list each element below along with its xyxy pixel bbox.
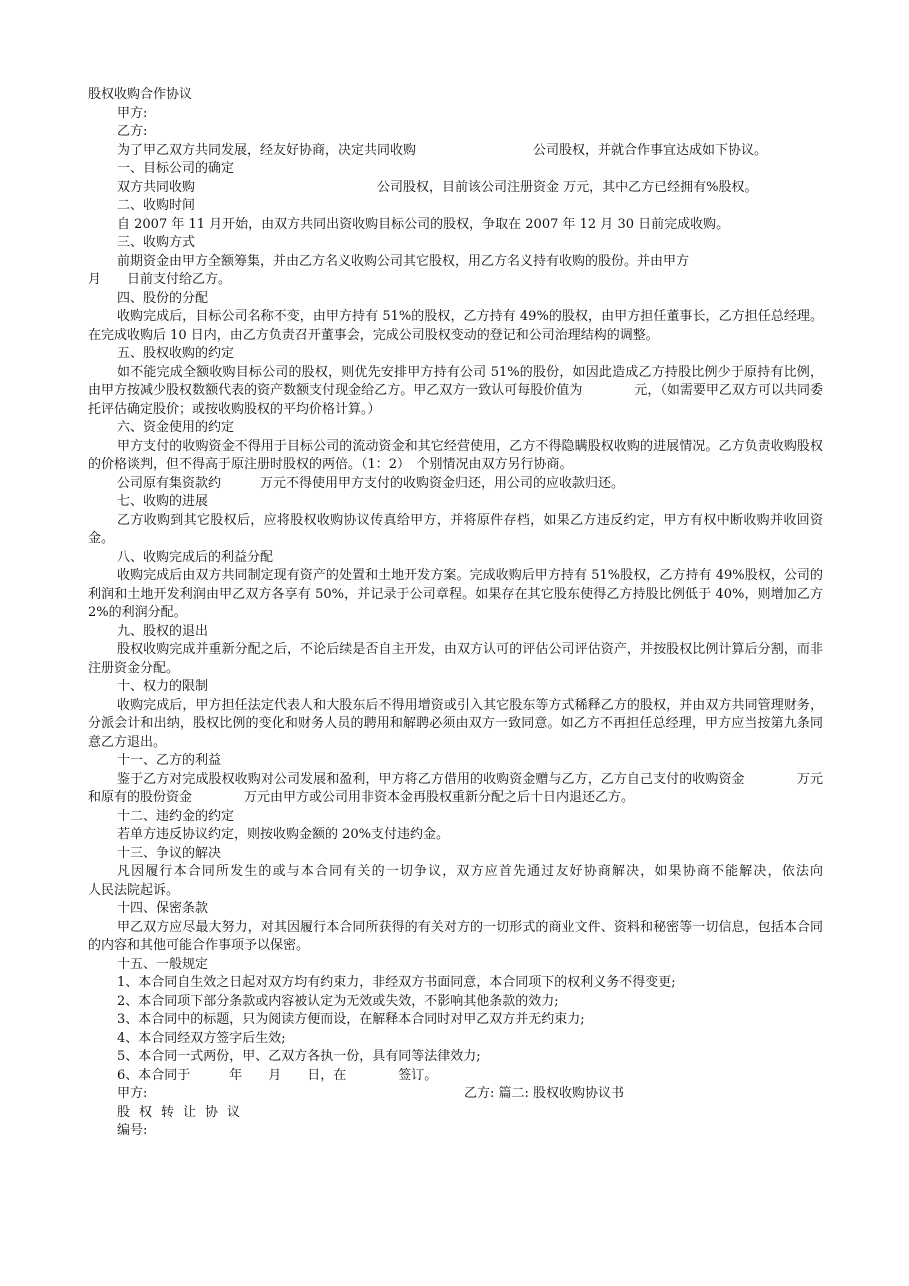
section-14-title: 十四、保密条款 xyxy=(117,901,209,916)
document-page xyxy=(88,86,876,1141)
general-item: 5、本合同一式两份，甲、乙双方各执一份，具有同等法律效力; xyxy=(117,1049,481,1064)
section-4-title: 四、股份的分配 xyxy=(117,290,209,306)
section-5-title: 五、股权收购的约定 xyxy=(117,346,235,361)
section-2-body: 自 2007 年 11 月开始，由双方共同出资收购目标公司的股权，争取在 2007 年 12 月 30 日前完成收购。 xyxy=(117,216,730,232)
section-3-body-line-2: 月 日前支付给乙方。 xyxy=(88,272,232,287)
intro-paragraph: 为了甲乙双方共同发展，经友好协商，决定共同收购 公司股权，并就合作事宜达成如下协议。 xyxy=(117,142,768,158)
general-item: 6、本合同于 年 月 日，在 签订。 xyxy=(117,1067,438,1083)
section-3-title: 三、收购方式 xyxy=(117,235,196,250)
party-b-label: 乙方: xyxy=(117,124,148,139)
section-8-title: 八、收购完成后的利益分配 xyxy=(117,549,274,565)
section-6-title: 六、资金使用的约定 xyxy=(117,420,235,435)
section-13-body: 凡因履行本合同所发生的或与本合同有关的一切争议，双方应首先通过友好协商解决，如果协商不能解决，依法向 人民法院起诉。 xyxy=(88,864,876,898)
section-2-title: 二、收购时间 xyxy=(117,198,196,213)
section-12-body: 若单方违反协议约定，则按收购金额的 20%支付违约金。 xyxy=(117,827,450,842)
next-document-title: 股权转让协议 xyxy=(117,1104,250,1120)
section-11-title: 十一、乙方的利益 xyxy=(117,753,222,768)
section-14-body: 甲乙双方应尽最大努力，对其因履行本合同所获得的有关对方的一切形式的商业文件、资料和秘密等一切信息，包括本合同的内容和其他可能合作事项予以保密。 xyxy=(88,919,823,953)
section-8-body: 收购完成后由双方共同制定现有资产的处置和土地开发方案。完成收购后甲方持有 51%股权，乙方持有 49%股权，公司的利润和土地开发利润由甲乙双方各享有 50%，并记录于公司章程。如果存在其它股东使得乙方持股比例低于 40%，则增加乙方 2%的利润分配。 xyxy=(88,568,823,620)
section-7-body: 乙方收购到其它股权后，应将股权收购协议传真给甲方，并将原件存档，如果乙方违反约定，甲方有权中断收购并收回资金。 xyxy=(88,512,823,546)
general-item: 3、本合同中的标题，只为阅读方便而设，在解释本合同时对甲乙双方并无约束力; xyxy=(117,1012,585,1027)
party-a-signature: 甲方: xyxy=(117,1086,148,1101)
section-10-title: 十、权力的限制 xyxy=(117,679,209,694)
section-1-title: 一、目标公司的确定 xyxy=(117,161,235,176)
section-1-body: 双方共同收购 公司股权，目前该公司注册资金 万元，其中乙方已经拥有%股权。 xyxy=(117,179,758,195)
general-item: 4、本合同经双方签字后生效; xyxy=(117,1030,286,1046)
section-6-body-2: 公司原有集资款约 万元不得使用甲方支付的收购资金归还，用公司的应收款归还。 xyxy=(117,475,625,491)
party-b-signature: 乙方: 篇二: 股权收购协议书 xyxy=(464,1086,625,1101)
section-9-body: 股权收购完成并重新分配之后，不论后续是否自主开发，由双方认可的评估公司评估资产，并按股权比例计算后分割，而非注册资金分配。 xyxy=(88,642,823,676)
document-title: 股权收购合作协议 xyxy=(88,87,193,102)
section-9-title: 九、股权的退出 xyxy=(117,623,209,639)
section-3-body-line-1: 前期资金由甲方全额筹集，并由乙方名义收购公司其它股权，用乙方名义持有收购的股份。并由甲方 xyxy=(117,253,690,269)
next-document-number: 编号: xyxy=(117,1123,148,1138)
section-12-title: 十二、违约金的约定 xyxy=(117,808,235,824)
section-15-title: 十五、一般规定 xyxy=(117,956,209,972)
general-item: 1、本合同自生效之日起对双方均有约束力，非经双方书面同意，本合同项下的权利义务不得变更; xyxy=(117,975,676,990)
section-13-title: 十三、争议的解决 xyxy=(117,845,222,861)
section-4-body: 收购完成后，目标公司名称不变，由甲方持有 51%的股权，乙方持有 49%的股权，由甲方担任董事长，乙方担任总经理。在完成收购后 10 日内，由乙方负责召开董事会，完成公司股权变动的登记和公司治理结构的调整。 xyxy=(88,309,823,343)
general-item: 2、本合同项下部分条款或内容被认定为无效或失效，不影响其他条款的效力; xyxy=(117,993,559,1009)
section-11-body: 鉴于乙方对完成股权收购对公司发展和盈利，甲方将乙方借用的收购资金赠与乙方，乙方自己支付的收购资金 万元和原有的股份资金 万元由甲方或公司用非资本金再股权重新分配之后十日内退还乙方。 xyxy=(88,771,823,805)
signature-row xyxy=(88,1085,823,1104)
section-10-body: 收购完成后，甲方担任法定代表人和大股东后不得用增资或引入其它股东等方式稀释乙方的股权，并由双方共同管理财务，分派会计和出纳，股权比例的变化和财务人员的聘用和解聘必须由双方一致同意。如乙方不再担任总经理，甲方应当按第九条同意乙方退出。 xyxy=(88,697,823,750)
party-a-label: 甲方: xyxy=(117,105,148,121)
section-5-body: 如不能完成全额收购目标公司的股权，则优先安排甲方持有公司 51%的股份，如因此造成乙方持股比例少于原持有比例，由甲方按减少股权数额代表的资产数额支付现金给乙方。甲乙双方一致认可每股价值为 元，（如需要甲乙双方可以共同委托评估确定股价；或按收购股权的平均价格计算。） xyxy=(88,364,823,417)
section-6-body-1: 甲方支付的收购资金不得用于目标公司的流动资金和其它经营使用，乙方不得隐瞒股权收购的进展情况。乙方负责收购股权的价格谈判，但不得高于原注册时股权的两倍。（1：2） 个别情况由双方另行协商。 xyxy=(88,438,823,472)
section-7-title: 七、收购的进展 xyxy=(117,494,209,509)
